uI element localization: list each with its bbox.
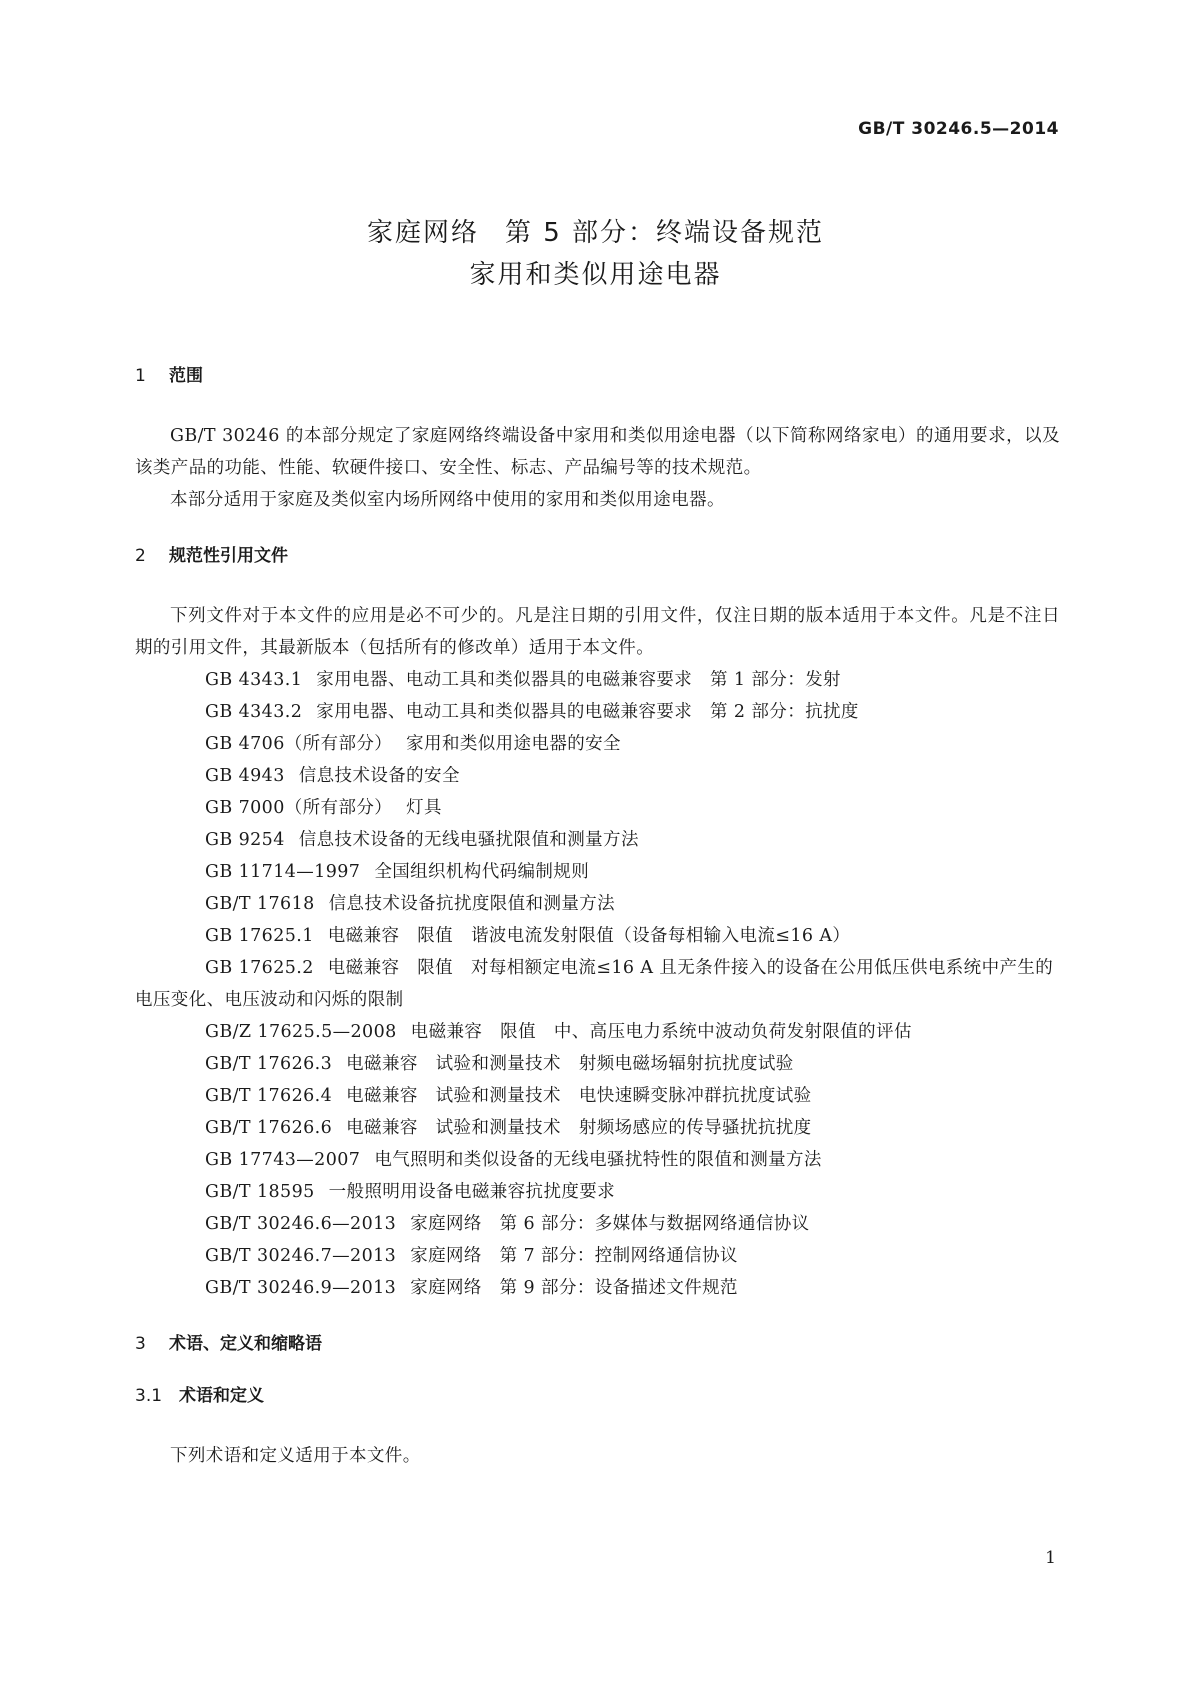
section-number: 3 bbox=[135, 1334, 146, 1354]
reference-title: 家用电器、电动工具和类似器具的电磁兼容要求 第 2 部分：抗扰度 bbox=[316, 702, 859, 722]
reference-code: GB 9254 bbox=[205, 830, 285, 850]
reference-title: 一般照明用设备电磁兼容抗扰度要求 bbox=[328, 1182, 616, 1202]
reference-code: GB/T 17626.4 bbox=[205, 1086, 333, 1106]
paragraph: 下列文件对于本文件的应用是必不可少的。凡是注日期的引用文件，仅注日期的版本适用于本文件。凡是不注日期的引用文件，其最新版本（包括所有的修改单）适用于本文件。 bbox=[135, 606, 1060, 658]
reference-title: 电磁兼容 试验和测量技术 射频电磁场辐射抗扰度试验 bbox=[346, 1054, 794, 1074]
section-title: 术语、定义和缩略语 bbox=[169, 1334, 322, 1354]
reference-code: GB/T 17626.6 bbox=[205, 1118, 333, 1138]
paragraph: GB/T 30246 的本部分规定了家庭网络终端设备中家用和类似用途电器（以下简称网络家电）的通用要求，以及该类产品的功能、性能、软硬件接口、安全性、标志、产品编号等的技术规范。 bbox=[135, 426, 1060, 478]
reference-code: GB 4706（所有部分） bbox=[205, 734, 393, 754]
reference-item bbox=[135, 1016, 1060, 1048]
reference-code: GB 7000（所有部分） bbox=[205, 798, 393, 818]
reference-title: 家庭网络 第 7 部分：控制网络通信协议 bbox=[410, 1246, 738, 1266]
reference-item bbox=[135, 728, 1060, 760]
reference-code: GB 4343.1 bbox=[205, 670, 303, 690]
reference-item bbox=[135, 1272, 1060, 1304]
title-line-2: 家用和类似用途电器 bbox=[469, 260, 722, 290]
reference-item bbox=[135, 952, 1060, 1016]
reference-list bbox=[135, 664, 1060, 1304]
reference-code: GB/T 17626.3 bbox=[205, 1054, 333, 1074]
subsection-number: 3.1 bbox=[135, 1386, 163, 1406]
subsection-title: 术语和定义 bbox=[179, 1386, 264, 1406]
reference-item bbox=[135, 760, 1060, 792]
reference-code: GB/T 30246.9—2013 bbox=[205, 1278, 397, 1298]
reference-code: GB 17743—2007 bbox=[205, 1150, 361, 1170]
section-1-heading bbox=[135, 364, 1060, 388]
reference-title: 灯具 bbox=[406, 798, 442, 818]
reference-title: 信息技术设备的安全 bbox=[298, 766, 460, 786]
reference-title: 电气照明和类似设备的无线电骚扰特性的限值和测量方法 bbox=[374, 1150, 822, 1170]
reference-code: GB 4943 bbox=[205, 766, 285, 786]
reference-item bbox=[135, 920, 1060, 952]
reference-title: 信息技术设备的无线电骚扰限值和测量方法 bbox=[298, 830, 639, 850]
reference-item bbox=[135, 1240, 1060, 1272]
reference-title: 电磁兼容 试验和测量技术 电快速瞬变脉冲群抗扰度试验 bbox=[346, 1086, 812, 1106]
section-3-heading bbox=[135, 1332, 1060, 1356]
section-2-heading bbox=[135, 544, 1060, 568]
reference-title: 信息技术设备抗扰度限值和测量方法 bbox=[328, 894, 616, 914]
title-part-b: 第 5 部分：终端设备规范 bbox=[504, 218, 825, 248]
reference-code: GB 11714—1997 bbox=[205, 862, 361, 882]
page-number: 1 bbox=[1045, 1548, 1056, 1568]
subsection-3-1-heading bbox=[135, 1384, 1060, 1408]
reference-code: GB/T 30246.6—2013 bbox=[205, 1214, 397, 1234]
reference-item bbox=[135, 1176, 1060, 1208]
title-line-1 bbox=[0, 212, 1191, 254]
reference-item bbox=[135, 1208, 1060, 1240]
reference-code: GB/T 18595 bbox=[205, 1182, 315, 1202]
reference-code: GB 17625.1 bbox=[205, 926, 314, 946]
reference-item bbox=[135, 1048, 1060, 1080]
reference-code: GB/T 30246.7—2013 bbox=[205, 1246, 397, 1266]
reference-item bbox=[135, 1144, 1060, 1176]
document-body bbox=[135, 364, 1060, 1472]
reference-item bbox=[135, 856, 1060, 888]
reference-title: 家庭网络 第 9 部分：设备描述文件规范 bbox=[410, 1278, 738, 1298]
section-title: 规范性引用文件 bbox=[169, 546, 288, 566]
document-title bbox=[0, 212, 1191, 296]
reference-item bbox=[135, 888, 1060, 920]
reference-title: 家庭网络 第 6 部分：多媒体与数据网络通信协议 bbox=[410, 1214, 810, 1234]
reference-code: GB 17625.2 bbox=[205, 958, 314, 978]
reference-code: GB/T 17618 bbox=[205, 894, 315, 914]
standard-number: GB/T 30246.5—2014 bbox=[858, 119, 1059, 139]
reference-item bbox=[135, 1080, 1060, 1112]
paragraph: 下列术语和定义适用于本文件。 bbox=[170, 1446, 421, 1466]
reference-item bbox=[135, 664, 1060, 696]
reference-title: 电磁兼容 试验和测量技术 射频场感应的传导骚扰抗扰度 bbox=[346, 1118, 812, 1138]
reference-item bbox=[135, 792, 1060, 824]
reference-item bbox=[135, 1112, 1060, 1144]
reference-title: 家用电器、电动工具和类似器具的电磁兼容要求 第 1 部分：发射 bbox=[316, 670, 841, 690]
section-title: 范围 bbox=[169, 366, 203, 386]
reference-item bbox=[135, 824, 1060, 856]
title-part-a: 家庭网络 bbox=[366, 218, 479, 248]
section-number: 1 bbox=[135, 366, 146, 386]
reference-title: 电磁兼容 限值 中、高压电力系统中波动负荷发射限值的评估 bbox=[410, 1022, 912, 1042]
reference-title: 家用和类似用途电器的安全 bbox=[406, 734, 621, 754]
reference-title: 电磁兼容 限值 对每相额定电流≤16 A 且无条件接入的设备在公用低压供电系统中产生的电压变化、电压波动和闪烁的限制 bbox=[135, 958, 1054, 1010]
paragraph: 本部分适用于家庭及类似室内场所网络中使用的家用和类似用途电器。 bbox=[170, 490, 725, 510]
reference-title: 电磁兼容 限值 谐波电流发射限值（设备每相输入电流≤16 A） bbox=[327, 926, 851, 946]
reference-code: GB 4343.2 bbox=[205, 702, 303, 722]
section-number: 2 bbox=[135, 546, 146, 566]
reference-item bbox=[135, 696, 1060, 728]
reference-code: GB/Z 17625.5—2008 bbox=[205, 1022, 397, 1042]
reference-title: 全国组织机构代码编制规则 bbox=[374, 862, 590, 882]
